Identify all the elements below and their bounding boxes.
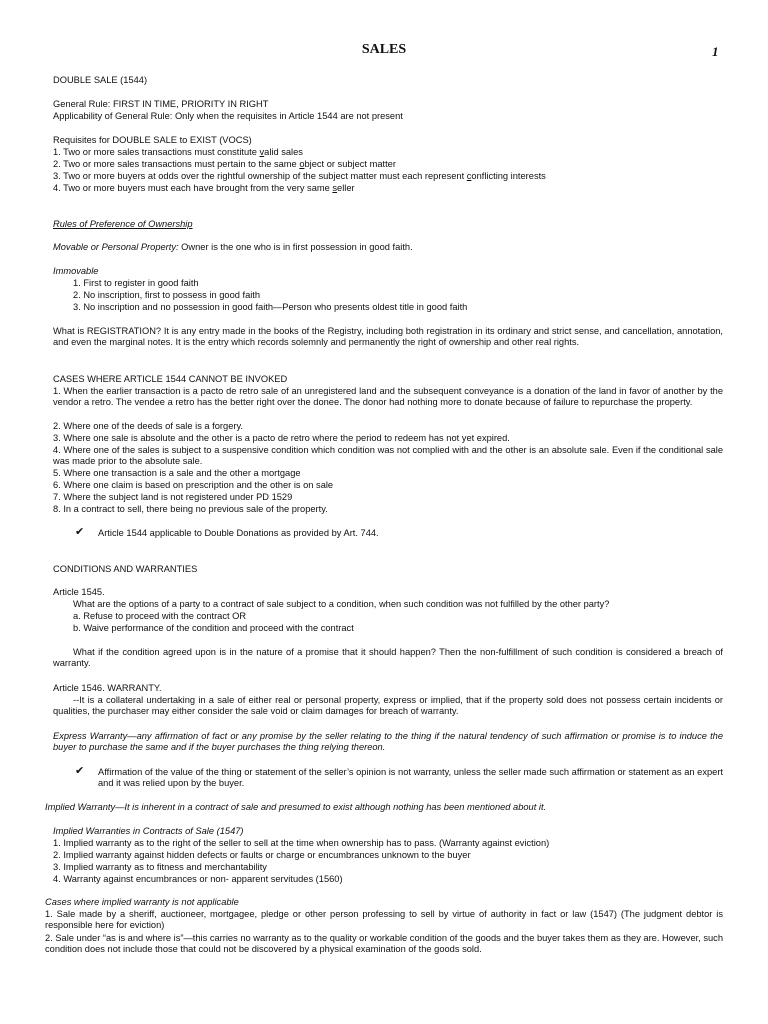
not-applicable-item-1: 1. Sale made by a sheriff, auctioneer, mortgagee, pledge or other person professing to sell by virtue of authority in fact or law (1547) (The judgment debtor is responsible here for eviction): [45, 909, 723, 931]
page-number: 1: [712, 44, 719, 59]
requisite-3: 3. Two or more buyers at odds over the rightful ownership of the subject matter must each represent conflicting interests: [53, 171, 546, 181]
document-title: SALES: [361, 42, 407, 57]
applicability: Applicability of General Rule: Only when the requisites in Article 1544 are not present: [53, 111, 403, 121]
checkmark-icon: ✔: [75, 765, 85, 777]
registration-definition: What is REGISTRATION? It is any entry made in the books of the Registry, including both registration in its ordinary and strict sense, and cancellation, annotation, and even the marginal notes. It is the entry which records solemnly and permanently the right of ownership and other real rights.: [53, 326, 723, 348]
case-item-7: 7. Where the subject land is not registered under PD 1529: [53, 492, 293, 502]
article-1545: Article 1545.: [53, 587, 105, 597]
preference-heading: Rules of Preference of Ownership: [53, 219, 193, 229]
article-1546: Article 1546. WARRANTY.: [53, 683, 162, 693]
immovable-item: 1. First to register in good faith: [73, 278, 199, 288]
implied-warranty-item: 3. Implied warranty as to fitness and merchantability: [53, 862, 267, 872]
checkmark-icon: ✔: [75, 526, 85, 538]
immovable-item: 3. No inscription and no possession in good faith—Person who presents oldest title in good faith: [73, 302, 468, 312]
general-rule: General Rule: FIRST IN TIME, PRIORITY IN RIGHT: [53, 99, 269, 109]
case-item-5: 5. Where one transaction is a sale and the other a mortgage: [53, 468, 301, 478]
case-item-6: 6. Where one claim is based on prescription and the other is on sale: [53, 480, 334, 490]
immovable-item: 2. No inscription, first to possess in good faith: [73, 290, 261, 300]
implied-warranties-heading: Implied Warranties in Contracts of Sale (1547): [53, 826, 244, 836]
affirmation-note: Affirmation of the value of the thing or statement of the seller’s opinion is not warranty, unless the seller made such affirmation or statement as an expert and it was relied upon by the buyer.: [98, 767, 723, 789]
case-item-1: 1. When the earlier transaction is a pacto de retro sale of an unregistered land and the subsequent conveyance is a donation of the land in favor of another by the vendor a retro. The vendee a retro has the better right over the donee. The donor had nothing more to donate because of failure to repurchase the property.: [53, 386, 723, 408]
case-item-2: 2. Where one of the deeds of sale is a forgery.: [53, 421, 244, 431]
express-warranty: Express Warranty—any affirmation of fact or any promise by the seller relating to the thing if the natural tendency of such affirmation or promise is to induce the buyer to purchase the same and if the buyer purchases the thing relying thereon.: [53, 731, 723, 753]
not-applicable-heading: Cases where implied warranty is not applicable: [45, 897, 239, 907]
implied-warranty-item: 1. Implied warranty as to the right of the seller to sell at the time when ownership has to pass. (Warranty against eviction): [53, 838, 550, 848]
options-question: What are the options of a party to a contract of sale subject to a condition, when such condition was not fulfilled by the other party?: [73, 599, 610, 609]
implied-warranty: Implied Warranty—It is inherent in a contract of sale and presumed to exist although nothing has been mentioned about it.: [45, 802, 547, 812]
not-applicable-item-2: 2. Sale under “as is and where is”—this carries no warranty as to the quality or workable condition of the goods and the buyer takes them as they are. However, such condition does not include those that could not be discovered by a physical examination of the goods sold.: [45, 933, 723, 955]
promise-question: What if the condition agreed upon is in the nature of a promise that it should happen? Then the non-fulfillment of such condition is considered a breach of warranty.: [53, 647, 723, 669]
requisite-4: 4. Two or more buyers must each have brought from the very same seller: [53, 183, 355, 193]
cases-heading: CASES WHERE ARTICLE 1544 CANNOT BE INVOKED: [53, 374, 288, 384]
double-donations-note: Article 1544 applicable to Double Donations as provided by Art. 744.: [98, 528, 379, 538]
requisites-heading: Requisites for DOUBLE SALE to EXIST (VOCS): [53, 135, 252, 145]
conditions-heading: CONDITIONS AND WARRANTIES: [53, 564, 198, 574]
implied-warranty-item: 2. Implied warranty against hidden defects or faults or charge or encumbrances unknown to the buyer: [53, 850, 471, 860]
option-a: a. Refuse to proceed with the contract OR: [73, 611, 247, 621]
warranty-definition: --It is a collateral undertaking in a sale of either real or personal property, express or implied, that if the property sold does not possess certain incidents or qualities, the purchaser may either consider the sale void or claim damages for breach of warranty.: [53, 695, 723, 717]
requisite-1: 1. Two or more sales transactions must constitute valid sales: [53, 147, 303, 157]
movable-rule: Movable or Personal Property: Owner is the one who is in first possession in good faith.: [53, 242, 413, 252]
section-heading-double-sale: DOUBLE SALE (1544): [53, 75, 148, 85]
option-b: b. Waive performance of the condition and proceed with the contract: [73, 623, 354, 633]
requisite-2: 2. Two or more sales transactions must pertain to the same object or subject matter: [53, 159, 396, 169]
case-item-4: 4. Where one of the sales is subject to a suspensive condition which condition was not complied with and the other is an absolute sale. Even if the conditional sale was made prior to the absolute sale.: [53, 445, 723, 467]
implied-warranty-item: 4. Warranty against encumbrances or non- apparent servitudes (1560): [53, 874, 343, 884]
case-item-3: 3. Where one sale is absolute and the other is a pacto de retro where the period to redeem has not yet expired.: [53, 433, 510, 443]
case-item-8: 8. In a contract to sell, there being no previous sale of the property.: [53, 504, 328, 514]
immovable-label: Immovable: [53, 266, 99, 276]
